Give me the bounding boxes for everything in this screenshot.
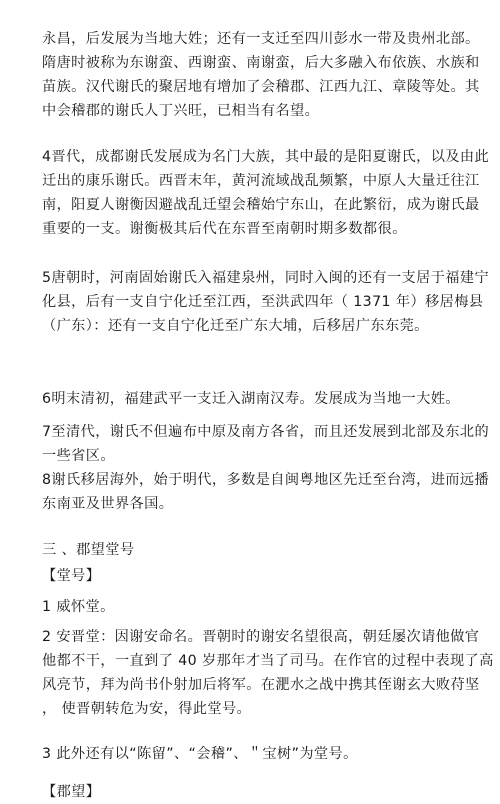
paragraph bbox=[42, 780, 100, 804]
paragraph bbox=[42, 625, 494, 721]
text-line: 东南亚及世界各国。 bbox=[42, 496, 174, 512]
text-line: 南，阳夏人谢衡因避战乱迁望会稽始宁东山，在此繁衍，成为谢氏最 bbox=[42, 197, 480, 213]
text-line: 苗族。汉代谢氏的聚居地有增加了会稽郡、江西九江、章陵等处。其 bbox=[42, 79, 480, 95]
paragraph bbox=[42, 387, 460, 411]
paragraph bbox=[42, 468, 489, 516]
text-line: 7至清代，谢氏不但遍布中原及南方各省，而且还发展到北部及东北的 bbox=[42, 424, 490, 440]
text-line: 一些省区。 bbox=[42, 448, 115, 464]
paragraph bbox=[42, 564, 100, 588]
text-line: 5唐朝时，河南固始谢氏入福建泉州，同时入闽的还有一支居于福建宁 bbox=[42, 270, 490, 286]
text-line: 他都不干，一直到了 40 岁那年才当了司马。在作官的过程中表现了高 bbox=[42, 653, 494, 669]
text-line: 6明末清初，福建武平一支迁入湖南汉寿。发展成为当地一大姓。 bbox=[42, 391, 460, 407]
paragraph bbox=[42, 145, 489, 241]
text-line: 永昌，后发展为当地大姓；还有一支迁至四川彭水一带及贵州北部。 bbox=[42, 31, 480, 47]
text-line: （广东）：还有一支自宁化迁至广东大埔，后移居广东东莞。 bbox=[42, 318, 429, 334]
text-line: ， 使晋朝转危为安，得此堂号。 bbox=[42, 701, 252, 717]
paragraph bbox=[42, 27, 480, 123]
text-line: 1 威怀堂。 bbox=[42, 599, 115, 615]
paragraph bbox=[42, 538, 134, 562]
text-line: 【堂号】 bbox=[42, 568, 101, 584]
text-line: 中会稽郡的谢氏人丁兴旺，已相当有名望。 bbox=[42, 103, 320, 119]
paragraph bbox=[42, 595, 115, 619]
text-line: 三 、郡望堂号 bbox=[42, 542, 135, 558]
text-line: 迁出的康乐谢氏。西晋末年，黄河流域战乱频繁，中原人大量迁往江 bbox=[42, 173, 480, 189]
text-line: 【郡望】 bbox=[42, 784, 101, 800]
text-line: 4晋代，成都谢氏发展成为名门大族，其中最的是阳夏谢氏，以及由此 bbox=[42, 149, 490, 165]
text-line: 化县，后有一支自宁化迁至江西，至洪武四年（ 1371 年）移居梅县 bbox=[42, 294, 484, 310]
text-line: 3 此外还有以“陈留”、“会稽”、＂宝树”为堂号。 bbox=[42, 746, 358, 762]
text-line: 8谢氏移居海外，始于明代，多数是自闽粤地区先迁至台湾，进而远播 bbox=[42, 472, 490, 488]
text-line: 重要的一支。谢衡极其后代在东晋至南朝时期多数都很。 bbox=[42, 221, 407, 237]
text-line: 隋唐时被称为东谢蛮、西谢蛮、南谢蛮，后大多融入布依族、水族和 bbox=[42, 55, 480, 71]
paragraph bbox=[42, 420, 489, 468]
text-line: 风亮节，拜为尚书仆射加后将军。在淝水之战中携其侄谢玄大败苻坚 bbox=[42, 677, 480, 693]
text-line: 2 安晋堂：因谢安命名。晋朝时的谢安名望很高，朝廷屡次请他做官 bbox=[42, 629, 480, 645]
paragraph bbox=[42, 742, 358, 766]
paragraph bbox=[42, 266, 489, 338]
